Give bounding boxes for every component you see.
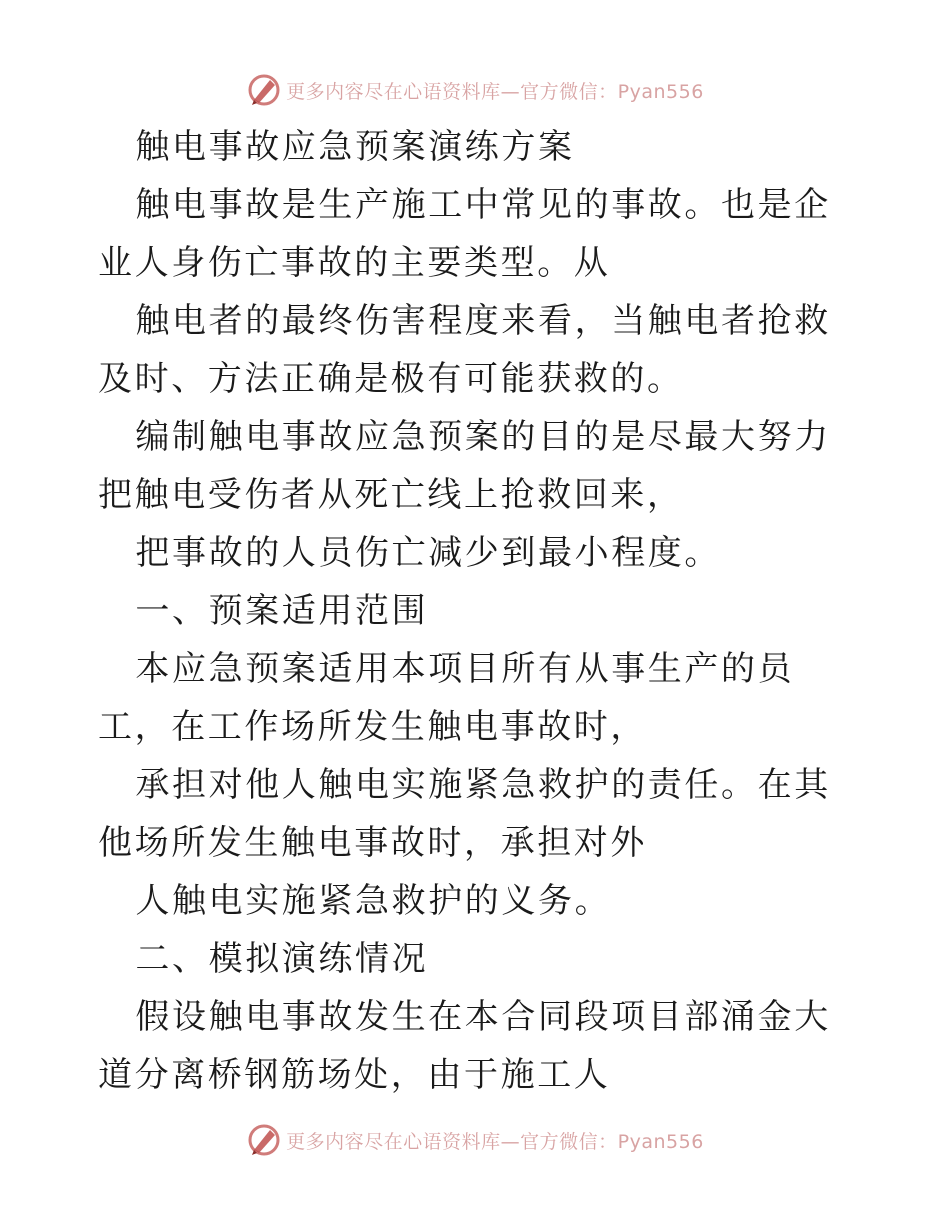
paragraph: 人触电实施紧急救护的义务。 [135,881,612,921]
section-heading: 一、预案适用范围 [135,591,429,631]
document-body [98,118,858,1104]
pen-seal-icon [246,72,282,108]
paragraph: 假设触电事故发生在本合同段项目部涌金大道分离桥钢筋场处，由于施工人 [98,997,831,1095]
paragraph: 本应急预案适用本项目所有从事生产的员工，在工作场所发生触电事故时， [98,649,795,747]
doc-title: 触电事故应急预案演练方案 [135,127,575,167]
paragraph: 编制触电事故应急预案的目的是尽最大努力把触电受伤者从死亡线上抢救回来， [98,417,831,515]
paragraph: 触电者的最终伤害程度来看，当触电者抢救及时、方法正确是极有可能获救的。 [98,301,831,399]
footer-watermark [0,1120,950,1160]
header-watermark [0,70,950,110]
section-heading: 二、模拟演练情况 [135,939,429,979]
watermark-text: 更多内容尽在心语资料库—官方微信：Pyan556 [286,80,704,103]
pen-seal-icon [246,1122,282,1158]
paragraph: 承担对他人触电实施紧急救护的责任。在其他场所发生触电事故时，承担对外 [98,765,831,863]
paragraph: 触电事故是生产施工中常见的事故。也是企业人身伤亡事故的主要类型。从 [98,185,831,283]
watermark-text: 更多内容尽在心语资料库—官方微信：Pyan556 [286,1130,704,1153]
paragraph: 把事故的人员伤亡减少到最小程度。 [135,533,721,573]
